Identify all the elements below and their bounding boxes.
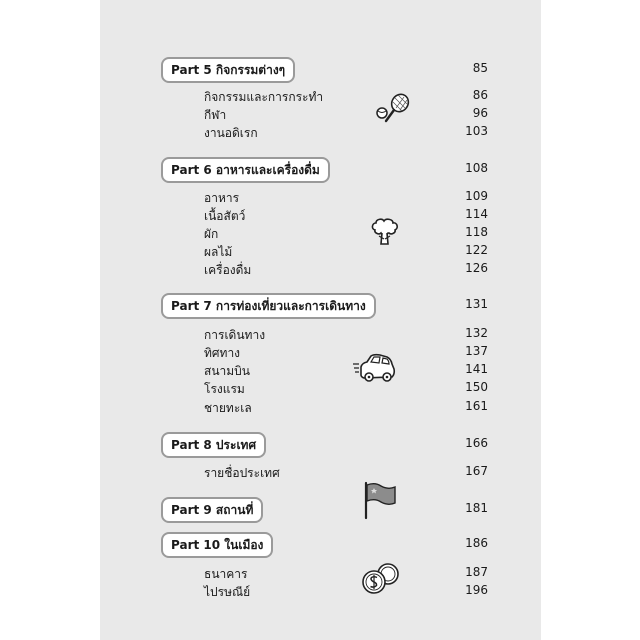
- toc-item-page: 161: [465, 399, 488, 413]
- part-7-heading: Part 7 การท่องเที่ยวและการเดินทาง: [161, 293, 376, 319]
- toc-item-page: 141: [465, 362, 488, 376]
- toc-item-page: 122: [465, 243, 488, 257]
- toc-item-label: ผัก: [204, 227, 219, 241]
- toc-item-label: เนื้อสัตว์: [204, 209, 246, 223]
- toc-item-page: 150: [465, 380, 488, 394]
- toc-item-page: 167: [465, 464, 488, 478]
- toc-item-label: อาหาร: [204, 191, 240, 205]
- toc-item-page: 114: [465, 207, 488, 221]
- part-10-page-number: 186: [465, 536, 488, 550]
- toc-item-page: 118: [465, 225, 488, 239]
- toc-item-label: การเดินทาง: [204, 328, 266, 342]
- toc-item-page: 187: [465, 565, 488, 579]
- part-10-heading: Part 10 ในเมือง: [161, 532, 273, 558]
- part-8-page-number: 166: [465, 436, 488, 450]
- toc-item-page: 132: [465, 326, 488, 340]
- flag-icon: [361, 480, 399, 520]
- part-9-heading: Part 9 สถานที่: [161, 497, 263, 523]
- toc-item-label: ไปรษณีย์: [204, 585, 251, 599]
- part-7-page-number: 131: [465, 297, 488, 311]
- tennis-racket-icon: [373, 92, 413, 128]
- toc-item-label: ชายทะเล: [204, 401, 252, 415]
- part-8-heading: Part 8 ประเทศ: [161, 432, 266, 458]
- toc-item-label: ทิศทาง: [204, 346, 241, 360]
- toc-page: [100, 0, 541, 640]
- toc-item-label: ผลไม้: [204, 245, 233, 259]
- part-6-heading: Part 6 อาหารและเครื่องดื่ม: [161, 157, 330, 183]
- toc-item-page: 109: [465, 189, 488, 203]
- toc-item-page: 137: [465, 344, 488, 358]
- toc-item-page: 126: [465, 261, 488, 275]
- toc-item-label: สนามบิน: [204, 364, 250, 378]
- toc-item-label: กิจกรรมและการกระทำ: [204, 90, 324, 104]
- toc-item-label: เครื่องดื่ม: [204, 263, 252, 277]
- broccoli-icon: [368, 217, 402, 247]
- toc-item-page: 86: [472, 88, 488, 102]
- toc-item-page: 196: [465, 583, 488, 597]
- coins-icon: [361, 562, 401, 596]
- toc-item-label: รายชื่อประเทศ: [204, 466, 280, 480]
- part-9-page-number: 181: [465, 501, 488, 515]
- part-6-page-number: 108: [465, 161, 488, 175]
- part-5-heading: Part 5 กิจกรรมต่างๆ: [161, 57, 295, 83]
- toc-item-label: งานอดิเรก: [204, 126, 258, 140]
- toc-item-label: กีฬา: [204, 108, 227, 122]
- part-5-page-number: 85: [472, 61, 488, 75]
- toc-item-page: 96: [472, 106, 488, 120]
- toc-item-page: 103: [465, 124, 488, 138]
- toc-item-label: โรงแรม: [204, 382, 245, 396]
- car-icon: [352, 352, 398, 384]
- toc-item-label: ธนาคาร: [204, 567, 248, 581]
